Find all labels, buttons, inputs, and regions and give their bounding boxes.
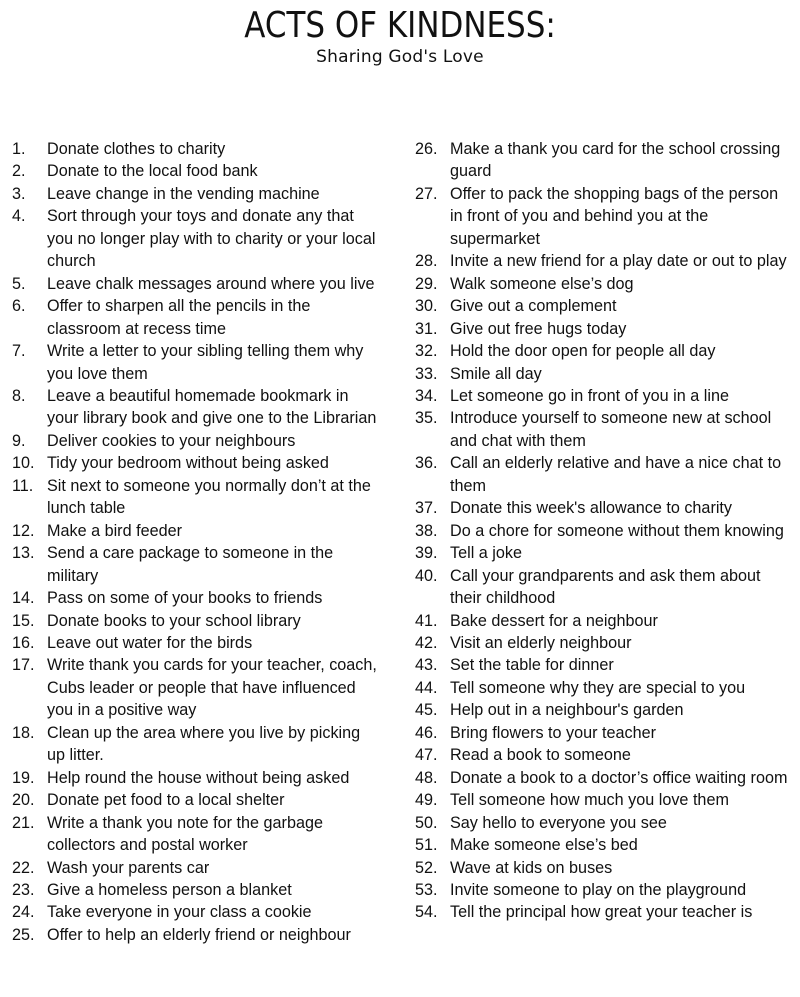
list-item-text: Help round the house without being asked — [47, 768, 350, 787]
list-item — [415, 318, 790, 340]
list-item — [415, 497, 790, 519]
list-item-number: 42. — [415, 633, 438, 652]
list-item-text: Sort through your toys and donate any that you no longer play with to charity or your local church — [47, 207, 376, 271]
list-item-number: 44. — [415, 678, 438, 697]
list-item — [415, 632, 790, 654]
page-header — [0, 0, 800, 68]
list-item-text: Hold the door open for people all day — [450, 342, 716, 361]
list-item-number: 31. — [415, 319, 438, 338]
list-item-number: 21. — [12, 813, 35, 832]
list-item-text: Write a letter to your sibling telling them why you love them — [47, 342, 364, 383]
list-item-text: Donate clothes to charity — [47, 140, 226, 158]
list-item — [415, 183, 790, 250]
list-item-text: Give a homeless person a blanket — [47, 880, 292, 899]
list-item-number: 15. — [12, 611, 35, 630]
list-item-text: Give out a complement — [450, 297, 617, 316]
list-item-text: Write thank you cards for your teacher, coach, Cubs leader or people that have influenced you in a positive way — [47, 656, 377, 720]
list-item-number: 6. — [12, 297, 26, 316]
kindness-list-left — [12, 138, 382, 946]
list-item-number: 14. — [12, 589, 35, 608]
list-item-text: Tell a joke — [450, 544, 522, 563]
list-item — [12, 183, 382, 205]
list-item-number: 39. — [415, 544, 438, 563]
list-item-text: Wave at kids on buses — [450, 858, 613, 877]
list-item-text: Donate pet food to a local shelter — [47, 791, 285, 810]
list-item-text: Read a book to someone — [450, 746, 631, 765]
list-item-number: 7. — [12, 342, 26, 361]
list-item-number: 5. — [12, 274, 26, 293]
list-item — [12, 520, 382, 542]
list-item — [415, 722, 790, 744]
list-item — [12, 879, 382, 901]
list-item — [415, 542, 790, 564]
list-item-text: Visit an elderly neighbour — [450, 633, 632, 652]
list-item-number: 48. — [415, 768, 438, 787]
list-item-text: Make a thank you card for the school crossing guard — [450, 140, 781, 181]
list-item-number: 18. — [12, 723, 35, 742]
list-item-number: 24. — [12, 903, 35, 922]
list-item — [415, 610, 790, 632]
list-item-number: 25. — [12, 925, 35, 944]
list-item-number: 13. — [12, 544, 35, 563]
list-item — [12, 812, 382, 857]
list-item-text: Make a bird feeder — [47, 521, 182, 540]
list-item — [415, 363, 790, 385]
list-item-number: 8. — [12, 386, 26, 405]
list-item — [12, 610, 382, 632]
list-item-text: Offer to pack the shopping bags of the person in front of you and behind you at the supermarket — [450, 184, 779, 248]
list-item — [12, 138, 382, 160]
list-item-number: 47. — [415, 746, 438, 765]
list-item — [12, 901, 382, 923]
list-item-number: 28. — [415, 252, 438, 271]
list-item-text: Help out in a neighbour's garden — [450, 701, 684, 720]
list-item-number: 17. — [12, 656, 35, 675]
list-item — [12, 722, 382, 767]
list-item — [12, 857, 382, 879]
list-item-number: 36. — [415, 454, 438, 473]
list-item-number: 27. — [415, 184, 438, 203]
list-item-text: Donate to the local food bank — [47, 162, 258, 181]
list-item-number: 16. — [12, 633, 35, 652]
list-item-number: 20. — [12, 791, 35, 810]
list-item-text: Offer to sharpen all the pencils in the classroom at recess time — [47, 297, 311, 338]
list-item — [12, 273, 382, 295]
list-item-number: 3. — [12, 184, 26, 203]
list-item-text: Send a care package to someone in the military — [47, 544, 334, 585]
list-item — [415, 677, 790, 699]
list-item-number: 23. — [12, 880, 35, 899]
list-item-number: 41. — [415, 611, 438, 630]
list-item — [415, 654, 790, 676]
list-item — [415, 385, 790, 407]
list-item-text: Bake dessert for a neighbour — [450, 611, 658, 630]
list-item — [415, 857, 790, 879]
list-item — [415, 452, 790, 497]
page-subtitle: Sharing God's Love — [316, 47, 484, 67]
list-item-text: Invite someone to play on the playground — [450, 880, 747, 899]
list-item-text: Offer to help an elderly friend or neighbour — [47, 925, 351, 944]
list-item-number: 2. — [12, 162, 26, 181]
list-item-number: 9. — [12, 431, 26, 450]
list-item-number: 4. — [12, 207, 26, 226]
list-item-number: 26. — [415, 140, 438, 158]
list-item-number: 46. — [415, 723, 438, 742]
list-item-text: Call your grandparents and ask them about their childhood — [450, 566, 761, 608]
list-item-text: Take everyone in your class a cookie — [47, 903, 312, 922]
list-item — [12, 340, 382, 385]
list-item — [415, 767, 790, 789]
list-item — [12, 654, 382, 721]
page-title: ACTS OF KINDNESS: — [244, 5, 556, 46]
kindness-list-right — [415, 138, 790, 924]
list-item — [415, 340, 790, 362]
list-item-number: 1. — [12, 140, 26, 158]
list-item — [12, 767, 382, 789]
list-item-text: Tell someone how much you love them — [450, 791, 729, 810]
list-item-number: 19. — [12, 768, 35, 787]
list-item-text: Walk someone else’s dog — [450, 274, 634, 293]
list-item-number: 32. — [415, 342, 438, 361]
list-item-number: 49. — [415, 791, 438, 810]
list-item — [12, 430, 382, 452]
list-item-text: Donate books to your school library — [47, 611, 301, 630]
list-item-text: Do a chore for someone without them knowing — [450, 521, 784, 540]
list-item — [415, 699, 790, 721]
list-item-number: 51. — [415, 836, 438, 855]
list-item — [12, 452, 382, 474]
list-item-text: Tell the principal how great your teacher is — [450, 903, 753, 922]
list-item — [12, 385, 382, 430]
list-item — [12, 542, 382, 587]
list-item — [415, 744, 790, 766]
list-item-text: Say hello to everyone you see — [450, 813, 667, 832]
list-item — [415, 901, 790, 923]
list-item-text: Smile all day — [450, 364, 542, 383]
list-item — [415, 789, 790, 811]
list-item-text: Let someone go in front of you in a line — [450, 386, 729, 405]
list-item-text: Make someone else’s bed — [450, 836, 638, 855]
list-item-text: Clean up the area where you live by picking up litter. — [47, 723, 361, 765]
list-item-text: Give out free hugs today — [450, 319, 627, 338]
list-item-number: 34. — [415, 386, 438, 405]
list-item-number: 30. — [415, 297, 438, 316]
list-item — [12, 632, 382, 654]
list-item-text: Sit next to someone you normally don’t at the lunch table — [47, 476, 371, 518]
list-item-text: Wash your parents car — [47, 858, 210, 877]
list-item-number: 33. — [415, 364, 438, 383]
list-item — [12, 295, 382, 340]
list-item-number: 12. — [12, 521, 35, 540]
list-item — [415, 273, 790, 295]
list-item-number: 37. — [415, 499, 438, 518]
list-item-text: Tell someone why they are special to you — [450, 678, 746, 697]
list-item-text: Deliver cookies to your neighbours — [47, 431, 296, 450]
list-item — [12, 924, 382, 946]
list-item-text: Introduce yourself to someone new at school and chat with them — [450, 409, 772, 450]
list-item-number: 22. — [12, 858, 35, 877]
list-item-number: 11. — [12, 476, 34, 495]
list-item-number: 45. — [415, 701, 438, 720]
list-item — [415, 295, 790, 317]
list-item-text: Donate a book to a doctor’s office waiting room — [450, 768, 788, 787]
list-item-text: Set the table for dinner — [450, 656, 614, 675]
list-item-number: 40. — [415, 566, 438, 585]
list-item-number: 43. — [415, 656, 438, 675]
list-item-text: Write a thank you note for the garbage collectors and postal worker — [47, 813, 323, 855]
list-item — [12, 789, 382, 811]
list-item — [415, 520, 790, 542]
list-item-text: Leave change in the vending machine — [47, 184, 320, 203]
list-item — [12, 205, 382, 272]
list-item-number: 38. — [415, 521, 438, 540]
right-column — [415, 138, 790, 924]
list-item-number: 29. — [415, 274, 438, 293]
list-item-text: Tidy your bedroom without being asked — [47, 454, 329, 473]
list-item — [12, 587, 382, 609]
left-column — [12, 138, 382, 946]
list-item — [415, 879, 790, 901]
list-item-text: Leave out water for the birds — [47, 633, 253, 652]
list-item — [415, 407, 790, 452]
list-item — [415, 812, 790, 834]
list-item — [415, 565, 790, 610]
list-item — [415, 250, 790, 272]
list-item-number: 53. — [415, 880, 438, 899]
list-item-text: Bring flowers to your teacher — [450, 723, 657, 742]
list-item — [415, 834, 790, 856]
list-item — [415, 138, 790, 183]
list-item-number: 50. — [415, 813, 438, 832]
list-item-text: Pass on some of your books to friends — [47, 589, 323, 608]
list-item-text: Leave chalk messages around where you live — [47, 274, 375, 293]
list-item-number: 54. — [415, 903, 438, 922]
list-item-text: Leave a beautiful homemade bookmark in your library book and give one to the Librarian — [47, 386, 377, 428]
list-item-text: Donate this week's allowance to charity — [450, 499, 733, 518]
list-item-number: 52. — [415, 858, 438, 877]
list-item-number: 35. — [415, 409, 438, 428]
list-item — [12, 475, 382, 520]
list-item-number: 10. — [12, 454, 35, 473]
list-item — [12, 160, 382, 182]
list-item-text: Invite a new friend for a play date or out to play — [450, 252, 787, 271]
list-item-text: Call an elderly relative and have a nice chat to them — [450, 454, 782, 495]
